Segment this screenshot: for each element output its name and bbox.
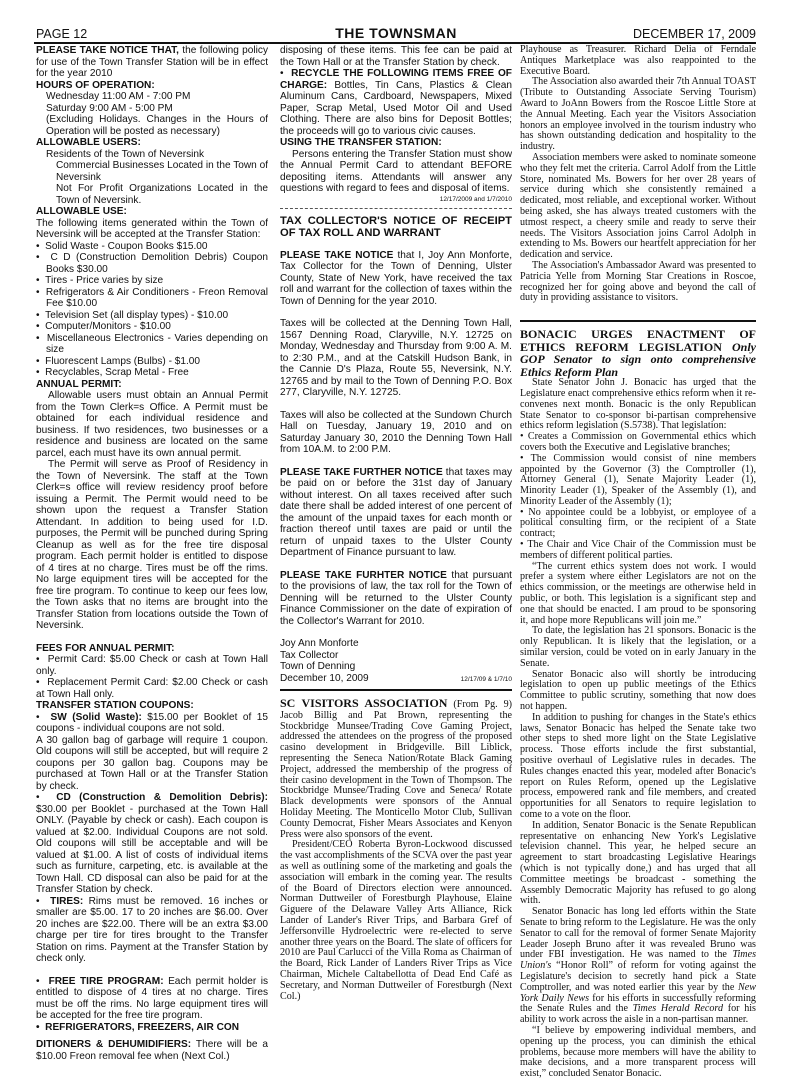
- signature-date: December 10, 2009: [280, 672, 369, 684]
- sw-paragraph: • SW (Solid Waste): $15.00 per Booklet of 15 coupons - individual coupons are not sold.: [36, 711, 268, 734]
- scva-heading: SC VISITORS ASSOCIATION: [280, 696, 448, 710]
- users-line: Not For Profit Organizations Located in the Town of Neversink.: [56, 183, 268, 206]
- scva-paragraph: The Association also awarded their 7th Annual TOAST (Tribute to Outstanding Associate Serving Tourism) Award to JoAnn Bowers from the Roscoe Little Store at the Annual Meeting. Each year the Visitors Association honors an employee involved in the tourism industry who has shown outstanding dedication and hospitality to the industry.: [520, 76, 756, 153]
- column-1: [36, 45, 268, 1085]
- bonacic-heading: BONACIC URGES ENACTMENT OF ETHICS REFORM LEGISLATION Only GOP Senator to sign onto comprehensive Ethics Reform Plan: [520, 327, 756, 379]
- permit-heading: ANNUAL PERMIT:: [36, 378, 122, 390]
- bonacic-bullet: • The Commission would consist of nine members appointed by the Governor (3) the Comptroller (1), Attorney General (1), Senate Majority Leader (1), Minority Leader (1), Speaker of the Assembly (1), and Minority Leader of the Assembly (1);: [520, 452, 756, 507]
- list-item: • Computer/Monitors - $10.00: [36, 321, 171, 332]
- signature-line: Town of Denning: [280, 661, 356, 672]
- scva-paragraph: President/CEO Roberta Byron-Lockwood discussed the vast accomplishments of the SCVA over the past year as well as outlining some of the marketing and goals the association will embark in the coming year. The results of the Board of Directors election were announced. Norman Duttweiler of Forestburgh Playhouse, Elaine Giguere of the Delaware Valley Arts Alliance, Rick Lander of Lander's River Trips, and Barbara Gref of Jeffersonville Hydroelectric were re-elected to serve another three years on the Board. The slate of officers for 2010 are Paul Carlucci of the Villa Roma as Chairman of the Board, Rick Lander of Landers River Trips as Vice Chairman, Michele Caltabellotta of Dead End Café as Secretary, and Norman Duttweiler of Forestburgh (Next Col.): [280, 839, 512, 1002]
- free-tire-paragraph: • FREE TIRE PROGRAM: Each permit holder is entitled to dispose of 4 tires at no charge. Tires must be off the rims. No large equipment tires will be accepted for the free tire program.: [36, 975, 268, 1021]
- list-item: • C D (Construction Demolition Debris) Coupon Books $30.00: [36, 252, 268, 275]
- section-rule: [520, 320, 756, 322]
- bonacic-quote: “The current ethics system does not work. I would prefer a system where either Legislators are not on the ethics commission, or the meetings are otherwise held in public, or both. This legislation is a significant step and one that should be enacted. I am proud to be sponsoring it, and hope more Republicans will join me.”: [520, 560, 756, 626]
- list-item: • Miscellaneous Electronics - Varies depending on size: [36, 332, 268, 355]
- hours-line: Wednesday 11:00 AM - 7:00 PM: [46, 91, 191, 102]
- bonacic-paragraph: In addition to pushing for changes in the State's ethics laws, Senator Bonacic has helped the Senate take two other steps to shed more light on the State Legislative process. Those efforts include the first substantial, positive overhaul of Legislative rules in decades. The Rules changes enacted this year, modeled after Bonacic's report on Rules Reform, opened up the Legislative process, empowered rank and file members, and created opportunities for all Senators to require legislation to come to a vote on the floor.: [520, 711, 756, 820]
- using-heading: USING THE TRANSFER STATION:: [280, 137, 442, 148]
- hours-line: Saturday 9:00 AM - 5:00 PM: [46, 102, 173, 114]
- newspaper-title: THE TOWNSMAN: [335, 25, 457, 41]
- publication-stamp: 12/17/2009 and 1/7/2010: [439, 195, 512, 203]
- list-item: • Television Set (all display types) - $10.00: [36, 309, 229, 321]
- fee-line: • Replacement Permit Card: $2.00 Check or cash at Town Hall only.: [36, 677, 268, 700]
- page-number: PAGE 12: [36, 27, 88, 41]
- section-divider: [280, 208, 512, 209]
- list-item: • Solid Waste - Coupon Books $15.00: [36, 240, 208, 252]
- continued-paragraph: disposing of these items. This fee can be paid at the Town Hall or at the Transfer Station by check.: [280, 45, 512, 68]
- users-line: Commercial Businesses Located in the Town of Neversink: [56, 160, 268, 183]
- bonacic-paragraph: To date, the legislation has 21 sponsors. Bonacic is the only Republican. It is likely that the legislation, or a similar version, could be voted on in early January in the Senate.: [520, 625, 756, 669]
- bonacic-paragraph: In addition, Senator Bonacic is the Senate Republican representative on enhancing New York's Legislative television channel. This year, he helped secure an agreement to start broadcasting Legislative Hearings (which is not typically done,) and has urged that all Committee meetings be broadcast - something the Assembly Democratic Majority has refused to go along with.: [520, 819, 756, 907]
- tires-paragraph: • TIRES: Rims must be removed. 16 inches or smaller are $5.00. 17 to 20 inches are $6.00. Over 20 inches are $22.00. There will be an extra $3.00 charge per tire for tires brought to the Transfer Station on rims. Payment at the Transfer Station by check only.: [36, 895, 268, 964]
- use-paragraph: The following items generated within the Town of Neversink will be accepted at the Transfer Station:: [36, 217, 268, 240]
- using-paragraph: Persons entering the Transfer Station must show the Annual Permit Card to attendant BEFORE depositing items. Attendants will answer any questions with regard to fees and disposal of items.: [280, 148, 512, 194]
- list-item: • Tires - Price varies by size: [36, 275, 164, 286]
- scva-paragraph: SC VISITORS ASSOCIATION (From Pg. 9) Jacob Billig and Pat Brown, representing the Stockbridge Munsee/Trading Cove Gaming Project, addressed the attendees on the progress of the proposed casino development in Bridgeville. Bill Liblick, representing the Seneca Nation/Rotate Black Gaming Project, addressed the membership of the progress of their casino development in the Town of Thompson. The Stockbridge Munsee/Trading Cove and Seneca/ Rotate Black developments were sponsors of the Annual Holiday Meeting. The Monticello Motor Club, Sullivan County Democrat, Fisher Mears Associates and Kenyon Press were also sponsors of the event.: [280, 696, 512, 840]
- tax-paragraph: PLEASE TAKE NOTICE that I, Joy Ann Monforte, Tax Collector for the Town of Denning, Ulster County, State of New York, have received the tax roll and warrant for the collection of taxes within the Town of Denning for the year 2010.: [280, 249, 512, 307]
- header-rule: [34, 42, 756, 44]
- tax-paragraph: PLEASE TAKE FURTHER NOTICE that taxes may be paid on or before the 31st day of January without interest. On all taxes received after such date there shall be added interest of one percent of the amount of the unpaid taxes for each month or fraction thereof until taxes are paid or until the return of unpaid taxes to the Ulster County Department of Finance pursuant to law.: [280, 466, 512, 558]
- bonacic-bullet: • No appointee could be a lobbyist, or employee of a political consulting firm, or the recipient of a State contract;: [520, 506, 756, 540]
- scva-paragraph: Association members were asked to nominate someone who they felt met the criteria. Carrol Adolf from the Little Store, nominated Ms. Bowers for her over 28 years of service during which she consistently remained a dedicated, most reliable, and exceptional worker. Without being asked, she has always treated customers with the utmost respect, a cheery smile and ready to serve their needs. The Visitors Association joins Carrol Adolph in extending to Ms. Bowers our heartfelt appreciation for her dedication and service.: [520, 151, 756, 261]
- items-list: [36, 241, 268, 379]
- scva-paragraph: Playhouse as Treasurer. Richard Delia of Ferndale Antiques Marketplace was also reappointed to the Executive Board.: [520, 45, 756, 77]
- scva-paragraph: The Association's Ambassador Award was presented to Patricia Yelle from Morning Star Creations in Roscoe, recognized her for going above and beyond the call of duty in providing assistance to visitors.: [520, 259, 756, 304]
- permit-paragraph: The Permit will serve as Proof of Residency in the Town of Neversink. The staff at the Town Clerk=s office will review residency proof before issuing a Permit. The Permit would need to be shown upon the request a Transfer Station Attendant. In addition to being used for I.D. purposes, the Permit will be punched during Spring Cleanup as well as for the free tire disposal program. Each permit holder is entitled to dispose of 4 tires at no charge. Tires must be off the rims. No large equipment tires will be accepted for the free tire program. To continue to keep our fees low, the Town asks that no items are brought into the Transfer Station from locations outside the Town of Neversink.: [36, 459, 268, 631]
- bonacic-paragraph: Senator Bonacic has long led efforts within the State Senate to bring reform to the Legislature. He was the only Senator to call for the removal of former Senate Majority Leader Joseph Bruno after it was revealed Bruno was under FBI investigation. He was named to the Times Union's “Honor Roll” of reform for voting against the Legislature's decision to secretly hand pick a State Comptroller, and was noted earlier this year by the New York Daily News for his efforts in successfully reforming the Senate Rules and the Times Herald Record for his ability to work across the aisle in a non-partisan manner.: [520, 906, 756, 1026]
- dehumidifier-paragraph: DITIONERS & DEHUMIDIFIERS: There will be a $10.00 Freon removal fee when (Next Col.): [36, 1039, 268, 1062]
- hours-heading: HOURS OF OPERATION:: [36, 79, 155, 91]
- bonacic-bullet: • The Chair and Vice Chair of the Commission must be members of different political parties.: [520, 539, 756, 561]
- signature-line: Tax Collector: [280, 649, 339, 661]
- fee-line: • Permit Card: $5.00 Check or cash at Town Hall only.: [36, 654, 268, 677]
- scva-article: [280, 697, 512, 1002]
- signature-date-row: [280, 673, 512, 685]
- tax-paragraph: PLEASE TAKE FURHTER NOTICE that pursuant to the provisions of law, the tax roll for the Town of Denning will be returned to the Ulster County Finance Commissioner on the date of expiration of the Collector's Warrant for 2010.: [280, 569, 512, 627]
- users-heading: ALLOWABLE USERS:: [36, 137, 141, 148]
- issue-date: DECEMBER 17, 2009: [633, 27, 756, 41]
- coupons-heading: TRANSFER STATION COUPONS:: [36, 700, 194, 711]
- tax-paragraph: Taxes will also be collected at the Sundown Church Hall on Tuesday, January 19, 2010 and on Saturday January 30, 2010 the Denning Town Hall from 10A.M. to 2:00 P.M.: [280, 409, 512, 455]
- users-line: Residents of the Town of Neversink: [46, 148, 205, 160]
- hours-note: (Excluding Holidays. Changes in the Hours of Operation will be posted as necessary): [46, 114, 268, 137]
- bonacic-paragraph: Senator Bonacic also will shortly be introducing legislation to open up public meetings of the Ethics Committee to public scrutiny, something that now does not happen.: [520, 668, 756, 713]
- refrigerators-heading: • REFRIGERATORS, FREEZERS, AIR CON: [36, 1021, 240, 1033]
- tax-paragraph: Taxes will be collected at the Denning Town Hall, 1567 Denning Road, Claryville, N.Y. 12725 on Monday, Wednesday and Thursday from 9:00 A. M. to 2:30 P.M., and at the Catskill Hudson Bank, in the Cannie D's Plaza, Route 55, Neversink, N.Y. 12765 and by mail to the Town of Denning P.O. Box 277, Claryville, N.Y. 12725.: [280, 318, 512, 398]
- section-rule: [280, 689, 512, 691]
- column-3: [520, 45, 756, 1085]
- tax-notice-heading: TAX COLLECTOR'S NOTICE OF RECEIPT OF TAX ROLL AND WARRANT: [280, 214, 512, 239]
- transfer-intro: PLEASE TAKE NOTICE THAT, the following policy for use of the Town Transfer Station will be in effect for the year 2010: [36, 45, 268, 79]
- use-heading: ALLOWABLE USE:: [36, 206, 127, 217]
- bag-paragraph: A 30 gallon bag of garbage will require 1 coupon. Old coupons will still be accepted, but will require 2 coupons per 30 gallon bag. Coupons may be purchased at Town Hall or at the Transfer Station by check.: [36, 734, 268, 792]
- list-item: • Fluorescent Lamps (Bulbs) - $1.00: [36, 355, 200, 367]
- list-item: • Refrigerators & Air Conditioners - Freon Removal Fee $10.00: [36, 286, 268, 309]
- permit-paragraph: Allowable users must obtain an Annual Permit from the Town Clerk=s Office. A Permit must be obtained for each individual residence and business. If two residences, two businesses or a residence and business are located on the same parcel, each must have its own annual permit.: [36, 390, 268, 459]
- publication-stamp: 12/17/09 & 1/7/10: [460, 676, 512, 683]
- fees-heading: FEES FOR ANNUAL PERMIT:: [36, 642, 175, 654]
- list-item: • Recyclables, Scrap Metal - Free: [36, 367, 189, 378]
- column-2: [280, 45, 512, 1085]
- recycle-paragraph: • RECYCLE THE FOLLOWING ITEMS FREE OF CHARGE: Bottles, Tin Cans, Plastics & Clean Aluminum Cans, Cardboard, Newspapers, Mixed Paper, Scrap Metal, Used Motor Oil and Used Clothing. There are also bins for Deposit Bottles; the proceeds will go to various civic causes.: [280, 68, 512, 137]
- bonacic-bullet: • Creates a Commission on Governmental ethics which covers both the Executive and Legislative branches;: [520, 431, 756, 453]
- signature-line: Joy Ann Monforte: [280, 638, 359, 649]
- bonacic-paragraph: State Senator John J. Bonacic has urged that the Legislature enact comprehensive ethics reform when it re-convenes next month. Bonacic is the only Republican State Senator to co-sponsor bi-partisan comprehensive ethics reform legislation (S.5738). That legislation:: [520, 377, 756, 432]
- cd-paragraph: • CD (Construction & Demolition Debris): $30.00 per Booklet - purchased at the Town Hall ONLY. (Payable by check or cash). Each coupon is valued at $2.00. Individual Coupons are not sold. Old coupons will still be acceptable and will be valued at $1.00. A list of costs of individual items such as furniture, carpeting, etc. is available at the Town Hall. CD disposal can also be paid for at the Transfer Station by check.: [36, 792, 268, 895]
- bonacic-quote: “I believe by empowering individual members, and opening up the process, you can diminish the ethical problems, because more members will have the ability to make decisions, and a more transparent process will exist,” concluded Senator Bonacic.: [520, 1024, 756, 1080]
